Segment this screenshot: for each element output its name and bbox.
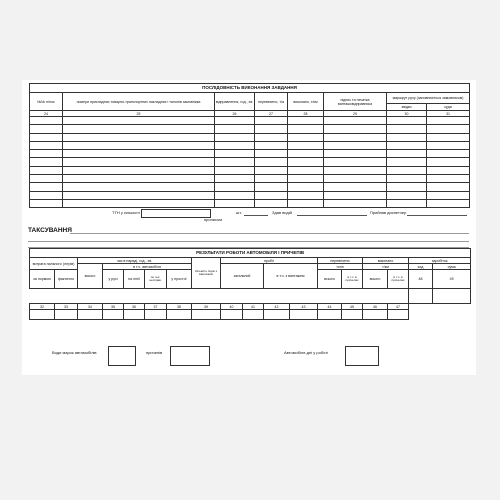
task-cell[interactable]: [427, 117, 470, 125]
task-cell[interactable]: [427, 166, 470, 174]
task-row: [30, 175, 470, 183]
task-cell[interactable]: [324, 133, 387, 141]
col-number: 31: [427, 111, 470, 117]
task-cell[interactable]: [215, 117, 255, 125]
task-cell[interactable]: [288, 183, 324, 191]
col-number: 43: [290, 304, 318, 310]
task-cell[interactable]: [63, 175, 215, 183]
task-cell[interactable]: [63, 150, 215, 158]
task-cell[interactable]: [288, 141, 324, 149]
task-cell[interactable]: [215, 175, 255, 183]
col-num-header: №№ п/пок: [30, 93, 63, 111]
task-cell[interactable]: [324, 166, 387, 174]
driver-sign-field[interactable]: [297, 215, 367, 216]
task-cell[interactable]: [324, 158, 387, 166]
task-cell[interactable]: [288, 150, 324, 158]
task-cell[interactable]: [324, 183, 387, 191]
task-cell[interactable]: [255, 150, 288, 158]
task-cell[interactable]: [427, 191, 470, 199]
ttn-count-sub: прописом: [204, 217, 223, 222]
result-cell[interactable]: [55, 310, 78, 320]
tkm-trailer-header: в т.ч. в причепах: [388, 270, 409, 289]
marks-field[interactable]: [108, 346, 136, 366]
result-cell[interactable]: [221, 310, 243, 320]
task-row: [30, 125, 470, 133]
days-field[interactable]: [345, 346, 379, 366]
task-cell[interactable]: [63, 141, 215, 149]
task-cell[interactable]: [30, 158, 63, 166]
task-cell[interactable]: [30, 141, 63, 149]
sum-cell[interactable]: [433, 289, 471, 304]
ttn-count-field[interactable]: [141, 209, 211, 218]
col-number: 44: [318, 304, 342, 310]
code-header: код: [409, 264, 433, 270]
task-cell[interactable]: [30, 125, 63, 133]
task-cell[interactable]: [427, 175, 470, 183]
col-number: 26: [215, 111, 255, 117]
col-number: 46: [363, 304, 388, 310]
col-number: 29: [324, 111, 387, 117]
code-number: 49: [433, 270, 471, 289]
task-cell[interactable]: [255, 199, 288, 207]
col-delivered-header: виконано, т/км: [288, 93, 324, 111]
trailer-field[interactable]: [170, 346, 210, 366]
tons-trailer-header: в т.ч. в причепах: [342, 270, 363, 289]
time-total-header: всього: [78, 264, 103, 289]
col-arrive-header: перевезено, т/а: [255, 93, 288, 111]
time-incl-header: в т.ч. автомобіля: [103, 264, 192, 270]
task-cell[interactable]: [387, 133, 427, 141]
time-header: час в наряді, год., хв.: [78, 258, 192, 264]
col-number: 24: [30, 111, 63, 117]
task-cell[interactable]: [30, 183, 63, 191]
task-row: [30, 158, 470, 166]
task-cell[interactable]: [215, 150, 255, 158]
task-cell[interactable]: [215, 191, 255, 199]
task-cell[interactable]: [215, 158, 255, 166]
col-ttn-header: номери прикладних товарно-транспортних накладних і талонів замовника: [63, 93, 215, 111]
tons-header: тонн: [318, 264, 363, 270]
result-cell[interactable]: [78, 310, 103, 320]
taxation-title: ТАКСУВАННЯ: [28, 227, 72, 234]
pcs-label: шт.: [236, 210, 242, 215]
col-number: 32: [30, 304, 55, 310]
task-cell[interactable]: [215, 183, 255, 191]
carried-header: перевезено: [318, 258, 363, 264]
task-cell[interactable]: [30, 191, 63, 199]
driver-label: Здав водій: [272, 210, 292, 215]
col-number: 33: [55, 304, 78, 310]
fuel-header: витрата пального (літрів): [30, 258, 78, 270]
result-cell[interactable]: [363, 310, 388, 320]
result-cell[interactable]: [192, 310, 221, 320]
task-cell[interactable]: [288, 117, 324, 125]
task-cell[interactable]: [255, 175, 288, 183]
task-cell[interactable]: [30, 133, 63, 141]
tkm-header: т/км: [363, 264, 409, 270]
task-cell[interactable]: [63, 117, 215, 125]
task-cell[interactable]: [255, 141, 288, 149]
result-cell[interactable]: [243, 310, 264, 320]
task-cell[interactable]: [427, 133, 470, 141]
col-number: 39: [192, 304, 221, 310]
mileage-header: пробіг: [221, 258, 318, 264]
task-cell[interactable]: [427, 125, 470, 133]
code-number: 48: [409, 270, 433, 289]
norm-header: за нормою: [30, 270, 55, 289]
waybill-sheet: [22, 80, 476, 375]
task-row: [30, 183, 470, 191]
task-cell[interactable]: [427, 183, 470, 191]
task-cell[interactable]: [324, 125, 387, 133]
taxation-line[interactable]: [70, 233, 469, 234]
task-cell[interactable]: [288, 175, 324, 183]
result-cell[interactable]: [103, 310, 124, 320]
result-cell[interactable]: [342, 310, 363, 320]
task-row: [30, 191, 470, 199]
task-cell[interactable]: [255, 125, 288, 133]
task-cell[interactable]: [215, 166, 255, 174]
task-cell[interactable]: [63, 166, 215, 174]
task-cell[interactable]: [63, 183, 215, 191]
col-number: 30: [387, 111, 427, 117]
salary-header: заробіток: [409, 258, 471, 264]
task-cell[interactable]: [288, 166, 324, 174]
col-number: 47: [388, 304, 409, 310]
col-number: 25: [63, 111, 215, 117]
task-sequence-rows: [30, 117, 470, 208]
task-cell[interactable]: [387, 183, 427, 191]
mileage-common-header: загальний: [221, 264, 264, 289]
task-cell[interactable]: [387, 150, 427, 158]
marks-label: Води марок автомобілів: [52, 350, 97, 355]
result-cell[interactable]: [145, 310, 167, 320]
tons-total-header: всього: [318, 270, 342, 289]
col-number: 36: [124, 304, 145, 310]
task-cell[interactable]: [324, 150, 387, 158]
col-route-header: маршрут руху (заповнюється замовником): [387, 93, 470, 104]
task-cell[interactable]: [387, 166, 427, 174]
col-number: 37: [145, 304, 167, 310]
task-cell[interactable]: [427, 141, 470, 149]
task-row: [30, 133, 470, 141]
col-from-header: звідки: [387, 104, 427, 111]
col-signature-header: підпис та печатка вантажовідправника: [324, 93, 387, 111]
task-cell[interactable]: [255, 191, 288, 199]
task-cell[interactable]: [387, 141, 427, 149]
col-number: 42: [264, 304, 290, 310]
task-cell[interactable]: [63, 191, 215, 199]
result-cell[interactable]: [264, 310, 290, 320]
col-number: 34: [78, 304, 103, 310]
sum-header: сума: [433, 264, 471, 270]
task-sequence-table: [29, 83, 470, 208]
col-number: 28: [288, 111, 324, 117]
done-header: виконано: [363, 258, 409, 264]
days-label: Автомобіле-дні у роботі: [284, 350, 329, 355]
task-row: [30, 166, 470, 174]
col-depart-header: відправлення, год., хв.: [215, 93, 255, 111]
task-cell[interactable]: [387, 175, 427, 183]
task-row: [30, 117, 470, 125]
task-cell[interactable]: [30, 199, 63, 207]
task-cell[interactable]: [215, 125, 255, 133]
task-cell[interactable]: [255, 117, 288, 125]
tech-header: по тех. несправ.: [145, 270, 167, 289]
task-cell[interactable]: [255, 183, 288, 191]
task-cell[interactable]: [63, 199, 215, 207]
col-number: 27: [255, 111, 288, 117]
result-cell[interactable]: [318, 310, 342, 320]
col-number: 45: [342, 304, 363, 310]
task-cell[interactable]: [255, 158, 288, 166]
col-to-header: куди: [427, 104, 470, 111]
actual-header: фактично: [55, 270, 78, 289]
result-cell[interactable]: [124, 310, 145, 320]
task-row: [30, 141, 470, 149]
task-cell[interactable]: [427, 158, 470, 166]
task-cell[interactable]: [63, 158, 215, 166]
task-cell[interactable]: [324, 141, 387, 149]
result-cell[interactable]: [388, 310, 409, 320]
task-cell[interactable]: [387, 158, 427, 166]
dispatcher-sign-field[interactable]: [407, 215, 467, 216]
task-cell[interactable]: [288, 191, 324, 199]
task-cell[interactable]: [288, 158, 324, 166]
pcs-field[interactable]: [244, 215, 268, 216]
trailer-label: причепів: [146, 350, 163, 355]
task-cell[interactable]: [288, 125, 324, 133]
task-cell[interactable]: [324, 191, 387, 199]
on-way-header: у русі: [103, 270, 124, 289]
task-cell[interactable]: [324, 175, 387, 183]
ttn-count-label: ТТН у кількості: [112, 210, 140, 215]
task-cell[interactable]: [387, 125, 427, 133]
task-cell[interactable]: [387, 191, 427, 199]
task-row: [30, 199, 470, 207]
task-cell[interactable]: [288, 133, 324, 141]
task-cell[interactable]: [324, 199, 387, 207]
task-cell[interactable]: [63, 133, 215, 141]
mileage-cargo-header: в т.ч. з вантажем: [264, 264, 318, 289]
task-sequence-caption: ПОСЛІДОВНІСТЬ ВИКОНАННЯ ЗАВДАННЯ: [30, 84, 470, 93]
result-cell[interactable]: [30, 310, 55, 320]
task-cell[interactable]: [255, 166, 288, 174]
task-cell[interactable]: [387, 117, 427, 125]
task-cell[interactable]: [215, 199, 255, 207]
task-cell[interactable]: [30, 150, 63, 158]
task-cell[interactable]: [427, 199, 470, 207]
results-caption: РЕЗУЛЬТАТИ РОБОТИ АВТОМОБІЛЯ І ПРИЧЕПІВ: [30, 249, 471, 258]
taxation-line[interactable]: [28, 241, 469, 242]
task-cell[interactable]: [288, 199, 324, 207]
task-cell[interactable]: [427, 150, 470, 158]
task-cell[interactable]: [215, 133, 255, 141]
task-cell[interactable]: [215, 141, 255, 149]
dispatcher-label: Прийняв диспетчер: [370, 210, 407, 215]
task-cell[interactable]: [324, 117, 387, 125]
task-cell[interactable]: [30, 117, 63, 125]
task-cell[interactable]: [387, 199, 427, 207]
idle-header: у простої: [167, 270, 192, 289]
tkm-total-header: всього: [363, 270, 388, 289]
results-table: [29, 248, 471, 320]
task-cell[interactable]: [30, 166, 63, 174]
task-row: [30, 150, 470, 158]
task-cell[interactable]: [255, 133, 288, 141]
col-number: 38: [167, 304, 192, 310]
task-cell[interactable]: [30, 175, 63, 183]
col-number: 40: [221, 304, 243, 310]
col-number: 41: [243, 304, 264, 310]
task-cell[interactable]: [63, 125, 215, 133]
result-cell[interactable]: [167, 310, 192, 320]
trips-header: Кількість їздок з вантажем: [192, 258, 221, 289]
result-cell[interactable]: [290, 310, 318, 320]
col-number: 35: [103, 304, 124, 310]
code-cell[interactable]: [409, 289, 433, 304]
by-way-header: на лінії: [124, 270, 145, 289]
